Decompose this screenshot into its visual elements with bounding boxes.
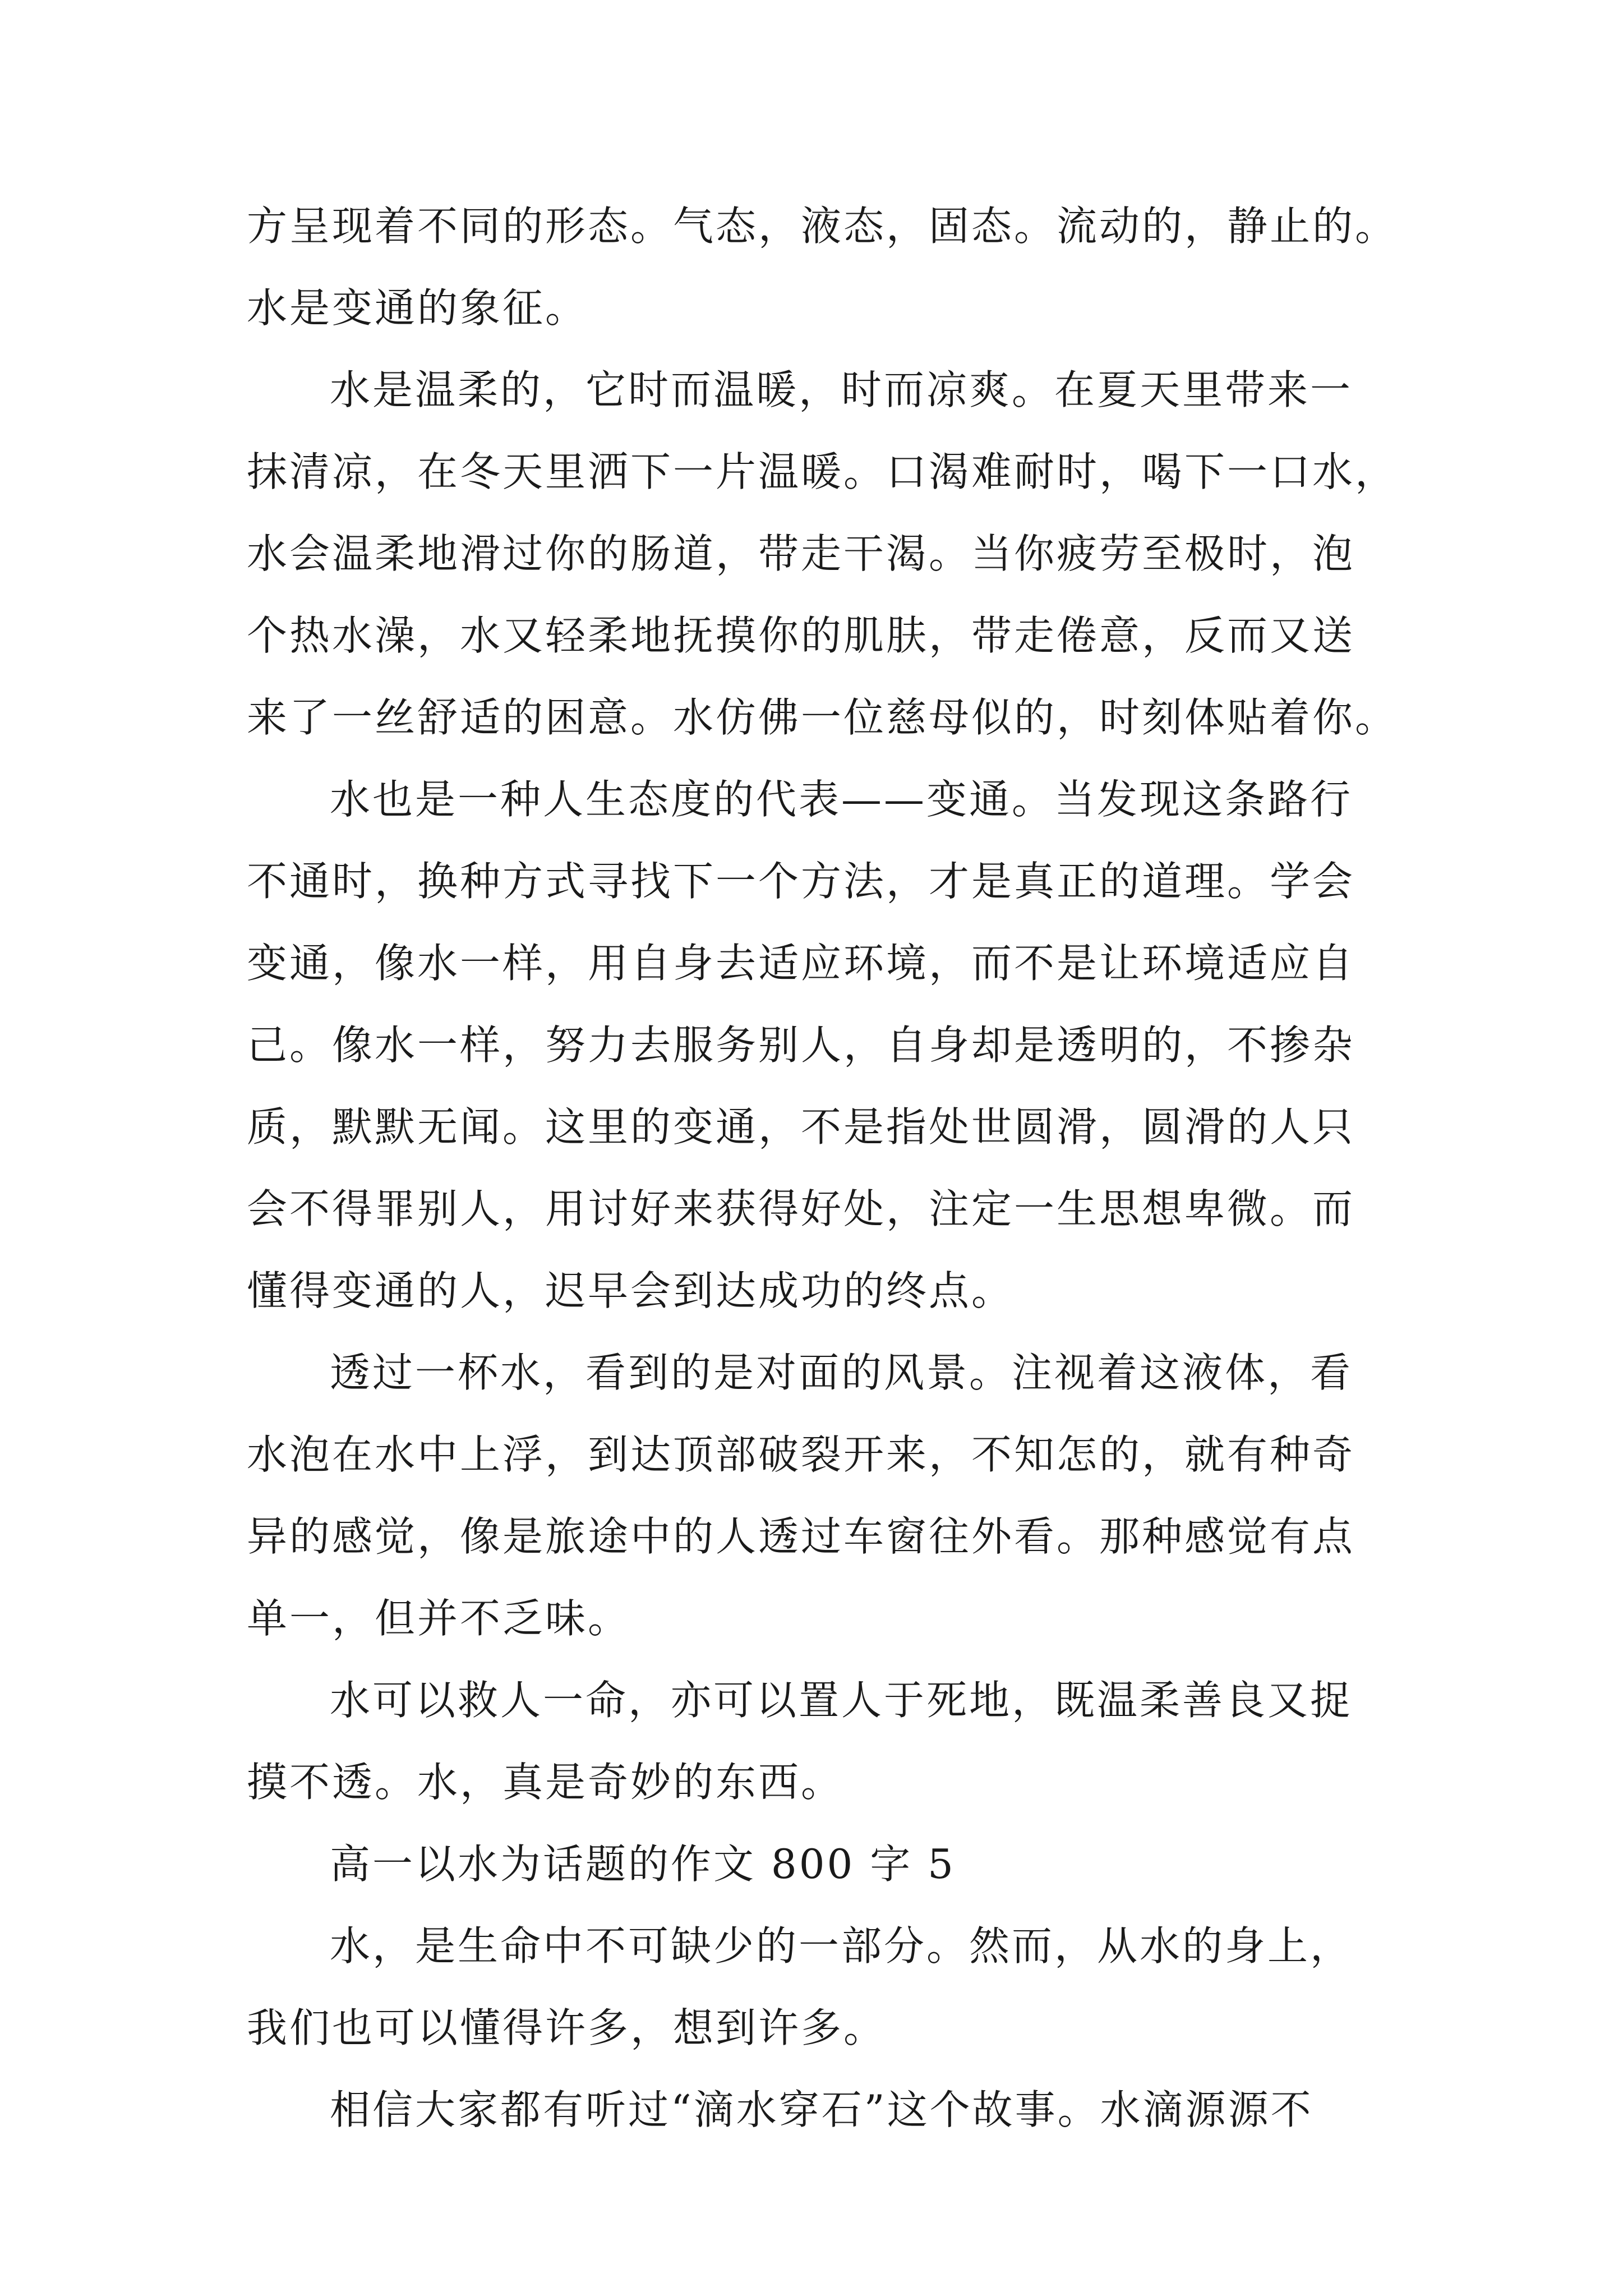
section-heading: 高一以水为话题的作文 800 字 5	[330, 1841, 956, 1888]
text-line: 懂得变通的人，迟早会到达成功的终点。	[247, 1267, 1015, 1314]
text-line: 来了一丝舒适的困意。水仿佛一位慈母似的，时刻体贴着你。	[247, 694, 1398, 741]
paragraph-start: 水，是生命中不可缺少的一部分。然而，从水的身上，	[330, 1922, 1353, 1970]
text-line: 异的感觉，像是旅途中的人透过车窗往外看。那种感觉有点	[247, 1513, 1355, 1560]
text-line: 单一，但并不乏味。	[247, 1595, 631, 1642]
text-line: 水是变通的象征。	[247, 284, 588, 332]
paragraph-start: 相信大家都有听过“滴水穿石”这个故事。水滴源源不	[330, 2086, 1313, 2133]
text-line: 我们也可以懂得许多，想到许多。	[247, 2004, 887, 2051]
text-line: 不通时，换种方式寻找下一个方法，才是真正的道理。学会	[247, 858, 1355, 905]
paragraph-start: 水也是一种人生态度的代表——变通。当发现这条路行	[330, 776, 1353, 823]
text-line: 水会温柔地滑过你的肠道，带走干渴。当你疲劳至极时，泡	[247, 530, 1355, 577]
text-line: 个热水澡，水又轻柔地抚摸你的肌肤，带走倦意，反而又送	[247, 612, 1355, 659]
paragraph-start: 透过一杯水，看到的是对面的风景。注视着这液体，看	[330, 1349, 1353, 1396]
text-line: 己。像水一样，努力去服务别人，自身却是透明的，不掺杂	[247, 1022, 1355, 1069]
document-body	[247, 185, 1396, 2151]
text-line: 摸不透。水，真是奇妙的东西。	[247, 1759, 844, 1806]
text-line: 变通，像水一样，用自身去适应环境，而不是让环境适应自	[247, 940, 1355, 987]
paragraph-start: 水是温柔的，它时而温暖，时而凉爽。在夏天里带来一	[330, 366, 1353, 413]
text-line: 抹清凉，在冬天里洒下一片温暖。口渴难耐时，喝下一口水，	[247, 448, 1398, 495]
text-line: 会不得罪别人，用讨好来获得好处，注定一生思想卑微。而	[247, 1185, 1355, 1232]
text-line: 质，默默无闻。这里的变通，不是指处世圆滑，圆滑的人只	[247, 1103, 1355, 1151]
paragraph-start: 水可以救人一命，亦可以置人于死地，既温柔善良又捉	[330, 1677, 1353, 1724]
text-line: 水泡在水中上浮，到达顶部破裂开来，不知怎的，就有种奇	[247, 1431, 1355, 1478]
text-line: 方呈现着不同的形态。气态，液态，固态。流动的，静止的。	[247, 203, 1398, 250]
